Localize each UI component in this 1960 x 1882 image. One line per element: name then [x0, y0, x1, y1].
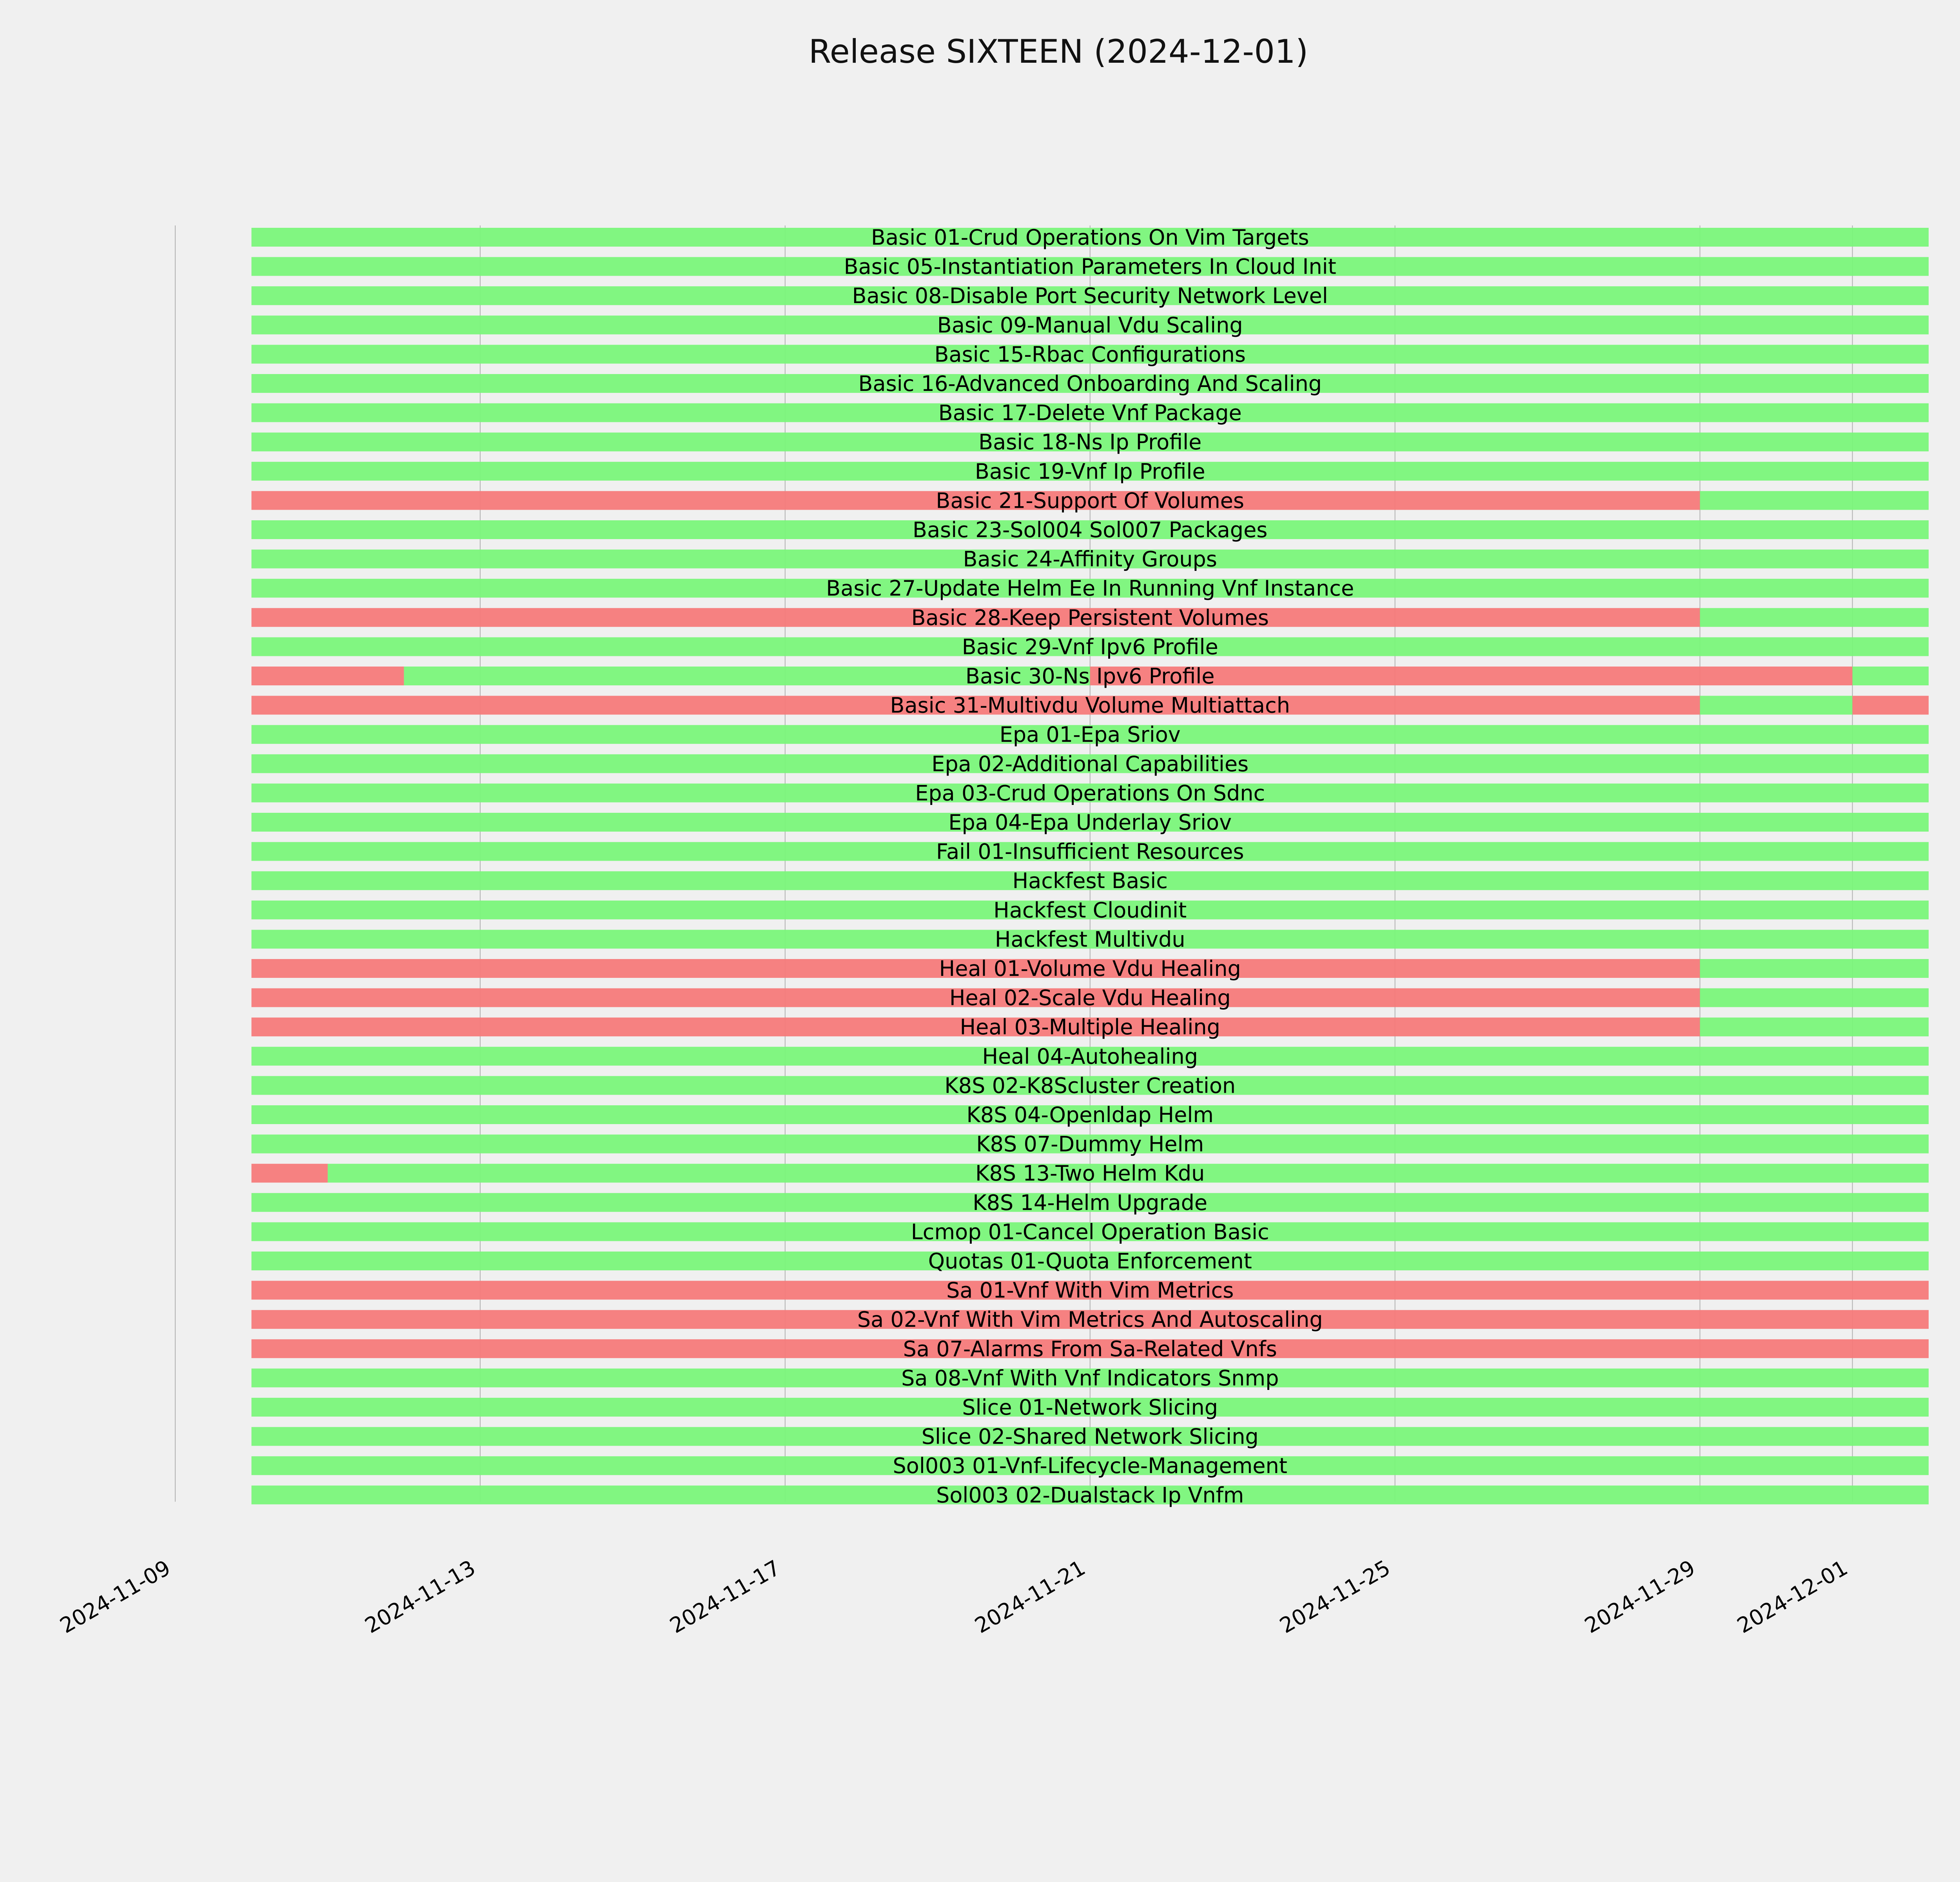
chart-title: Release SIXTEEN (2024-12-01)	[808, 33, 1308, 71]
row-label: K8S 14-Helm Upgrade	[973, 1190, 1208, 1215]
row-label: Slice 02-Shared Network Slicing	[921, 1424, 1259, 1449]
row-label: Basic 08-Disable Port Security Network Level	[852, 283, 1328, 309]
row-label: Heal 04-Autohealing	[982, 1044, 1198, 1069]
row-label: Basic 05-Instantiation Parameters In Cloud Init	[844, 254, 1336, 279]
bar-segment-pass	[1700, 988, 1929, 1007]
bar-segment-fail	[251, 1164, 327, 1183]
bar-segment-fail	[1853, 696, 1929, 715]
row-label: Epa 02-Additional Capabilities	[931, 751, 1249, 776]
x-tick-label: 2024-11-25	[1275, 1555, 1395, 1639]
row-label: Basic 30-Ns Ipv6 Profile	[965, 664, 1215, 688]
row-label: Epa 01-Epa Sriov	[999, 722, 1181, 747]
row-label: Basic 17-Delete Vnf Package	[938, 400, 1242, 425]
row-label: Lcmop 01-Cancel Operation Basic	[911, 1219, 1269, 1244]
row-label: Basic 09-Manual Vdu Scaling	[937, 312, 1243, 338]
bar-segment-pass	[1700, 491, 1929, 510]
bar-segment-pass	[1700, 1017, 1929, 1036]
x-tick-labels-layer	[56, 1555, 1852, 1638]
row-label: Basic 24-Affinity Groups	[963, 547, 1217, 572]
x-tick-label: 2024-11-17	[666, 1555, 785, 1639]
bar-segment-pass	[1853, 667, 1929, 685]
row-label: K8S 13-Two Helm Kdu	[975, 1161, 1205, 1186]
x-tick-label: 2024-11-09	[56, 1555, 175, 1639]
bar-segment-pass	[1700, 696, 1853, 715]
row-label: Basic 29-Vnf Ipv6 Profile	[962, 634, 1218, 659]
row-label: Heal 01-Volume Vdu Healing	[939, 956, 1241, 981]
row-label: Epa 04-Epa Underlay Sriov	[948, 810, 1232, 835]
row-label: Quotas 01-Quota Enforcement	[928, 1249, 1252, 1273]
row-label: Heal 02-Scale Vdu Healing	[949, 985, 1231, 1010]
bar-segment-pass	[1700, 959, 1929, 978]
row-label: K8S 02-K8Scluster Creation	[944, 1073, 1236, 1098]
row-label: Basic 16-Advanced Onboarding And Scaling	[858, 371, 1322, 396]
x-tick-label: 2024-11-29	[1580, 1555, 1700, 1639]
row-label: Sa 07-Alarms From Sa-Related Vnfs	[903, 1336, 1277, 1361]
row-label: Heal 03-Multiple Healing	[960, 1015, 1220, 1040]
row-label: Hackfest Multivdu	[995, 927, 1185, 952]
row-label: Slice 01-Network Slicing	[962, 1395, 1218, 1420]
row-label: Basic 15-Rbac Configurations	[934, 342, 1246, 367]
row-label: Basic 19-Vnf Ip Profile	[975, 459, 1205, 484]
row-label: Hackfest Cloudinit	[993, 897, 1187, 923]
x-tick-label: 2024-12-01	[1733, 1555, 1852, 1639]
row-label: Sa 08-Vnf With Vnf Indicators Snmp	[901, 1366, 1279, 1391]
bar-segment-fail	[251, 667, 404, 685]
row-label: Basic 23-Sol004 Sol007 Packages	[913, 518, 1268, 542]
row-label: Basic 01-Crud Operations On Vim Targets	[871, 225, 1309, 250]
row-label: Basic 31-Multivdu Volume Multiattach	[890, 693, 1290, 718]
row-label: K8S 04-Openldap Helm	[966, 1103, 1214, 1127]
x-tick-label: 2024-11-21	[970, 1555, 1090, 1639]
row-label: Epa 03-Crud Operations On Sdnc	[915, 781, 1265, 806]
row-label: Sol003 02-Dualstack Ip Vnfm	[936, 1482, 1244, 1508]
x-tick-label: 2024-11-13	[361, 1555, 480, 1639]
row-label: Sa 01-Vnf With Vim Metrics	[946, 1278, 1234, 1303]
row-label: Hackfest Basic	[1012, 868, 1168, 894]
row-label: Basic 21-Support Of Volumes	[936, 488, 1245, 513]
row-label: Sol003 01-Vnf-Lifecycle-Management	[893, 1453, 1287, 1479]
row-label: K8S 07-Dummy Helm	[976, 1132, 1204, 1157]
row-label: Basic 28-Keep Persistent Volumes	[911, 605, 1269, 630]
row-label: Basic 18-Ns Ip Profile	[978, 430, 1202, 455]
row-label: Sa 02-Vnf With Vim Metrics And Autoscaling	[857, 1307, 1323, 1332]
row-label: Basic 27-Update Helm Ee In Running Vnf Instance	[826, 576, 1354, 601]
row-label: Fail 01-Insufficient Resources	[936, 839, 1244, 864]
bar-segment-pass	[1700, 608, 1929, 627]
